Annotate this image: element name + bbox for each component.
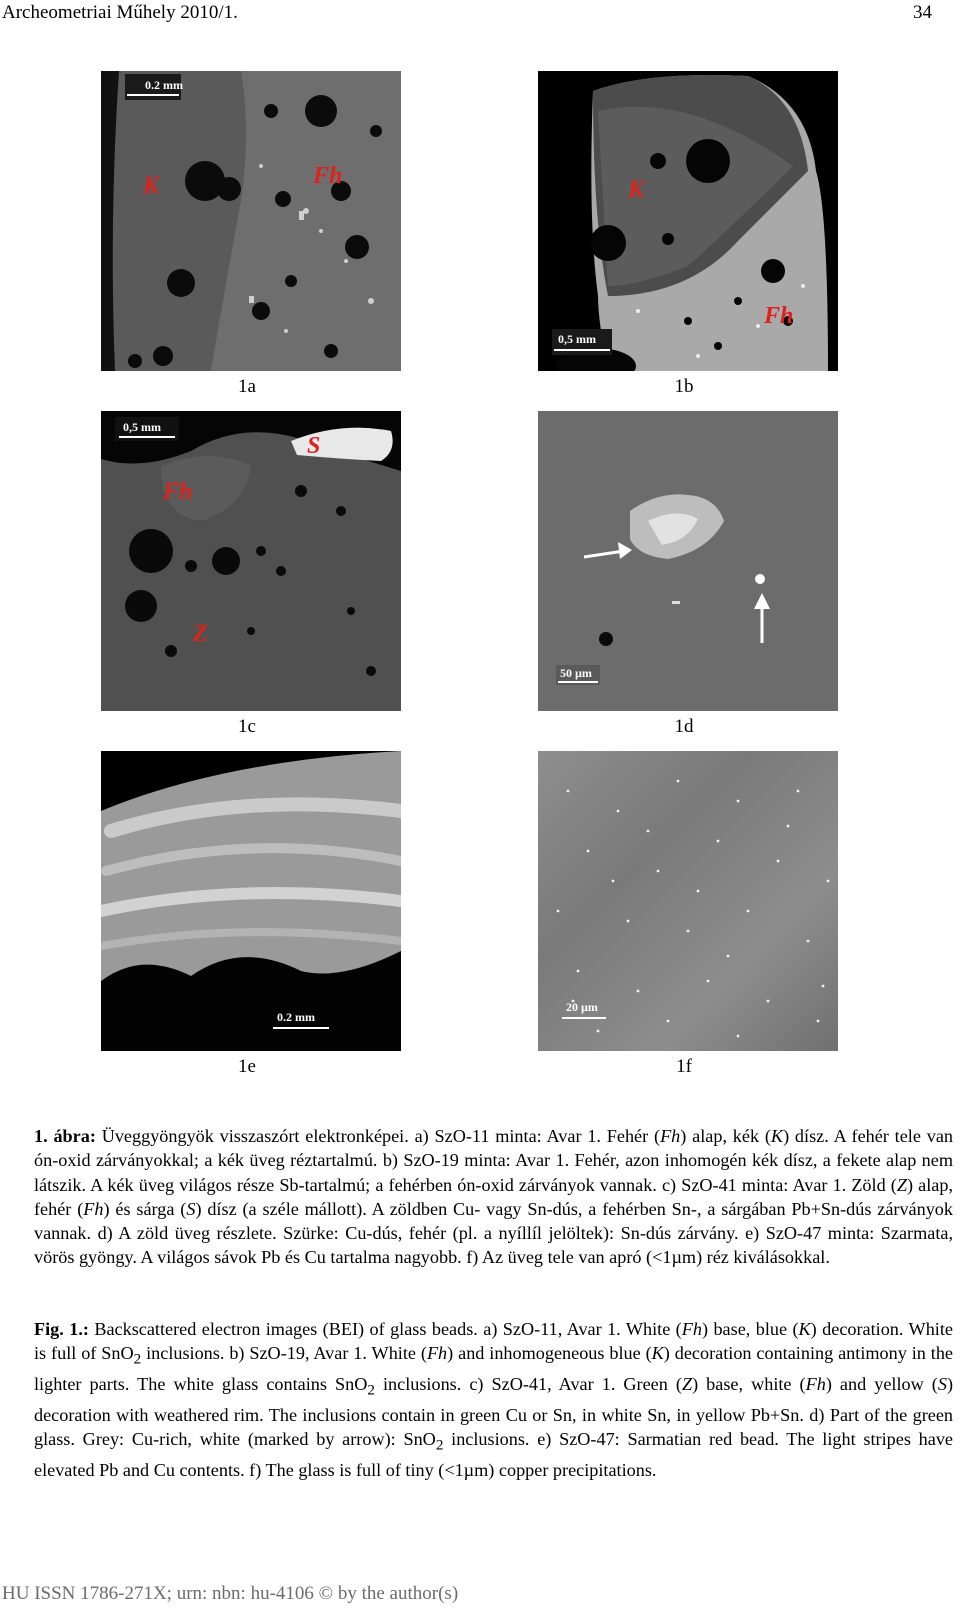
- scale-label: 0.2 mm: [277, 1010, 315, 1024]
- scale-bar: [273, 1027, 329, 1029]
- scale-label: 50 µm: [560, 666, 592, 680]
- scale-label: 0.2 mm: [145, 78, 183, 92]
- figure-panel-1c: [101, 411, 401, 711]
- marker-k: K: [628, 177, 645, 203]
- marker-fh: Fh: [313, 163, 343, 189]
- scale-label: 0,5 mm: [558, 332, 596, 346]
- scale-bar: [119, 436, 175, 438]
- page-number: 34: [913, 2, 932, 23]
- panel-label-1a: 1a: [238, 376, 256, 397]
- panel-label-1b: 1b: [674, 376, 694, 397]
- marker-z: Z: [193, 621, 208, 647]
- caption-label: Fig. 1.:: [34, 1319, 89, 1339]
- scale-bar: [127, 94, 179, 96]
- scale-bar: [554, 349, 610, 351]
- figure-caption-hungarian: 1. ábra: Üveggyöngyök visszaszórt elektronképei. a) SzO-11 minta: Avar 1. Fehér (Fh) alap, kék (K) dísz. A fehér tele van ón-oxid zárványokkal; a kék üveg réztartalmú. b) SzO-19 minta: Avar 1. Fehér, azon inhomogén kék dísz, a fekete alap nem látszik. A kék üveg világos része Sb-tartalmú; a fehérben ón-oxid zárványok vannak. c) SzO-41 minta: Avar 1. Zöld (Z) alap, fehér (Fh) és sárga (S) dísz (a széle mállott). A zöldben Cu- vagy Sn-dús, a fehérben Sn-, a sárgában Pb+Sn-dús zárványok vannak. d) A zöld üveg részlete. Szürke: Cu-dús, fehér (pl. a nyíllíl jelöltek): Sn-dús zárvány. e) SzO-47 minta: Szarmata, vörös gyöngy. A világos sávok Pb és Cu tartalma nagyobb. f) Az üveg tele van apró (<1µm) réz kiválásokkal.: [34, 1126, 953, 1268]
- panel-label-1c: 1c: [238, 716, 256, 737]
- bse-image-1b: [538, 71, 838, 371]
- panel-label-1e: 1e: [238, 1056, 256, 1077]
- marker-k: K: [143, 173, 160, 199]
- bse-image-1f: [538, 751, 838, 1051]
- caption-label: 1. ábra:: [34, 1126, 96, 1146]
- figure-panel-1f: [538, 751, 838, 1051]
- marker-fh: Fh: [764, 303, 794, 329]
- scale-bar: [562, 1017, 606, 1019]
- panel-label-1f: 1f: [676, 1056, 692, 1077]
- figure-panel-1d: [538, 411, 838, 711]
- bse-image-1d: [538, 411, 838, 711]
- page-footer: HU ISSN 1786-271X; urn: nbn: hu-4106 © by the author(s): [2, 1583, 459, 1604]
- bse-image-1c: [101, 411, 401, 711]
- figure-panel-1e: [101, 751, 401, 1051]
- scale-bar: [558, 681, 598, 683]
- figure-panel-1a: [101, 71, 401, 371]
- bse-image-1a: [101, 71, 401, 371]
- marker-fh: Fh: [163, 479, 193, 505]
- figure-panel-1b: [538, 71, 838, 371]
- marker-s: S: [307, 433, 321, 459]
- bse-image-1e: [101, 751, 401, 1051]
- figure-caption-english: Fig. 1.: Backscattered electron images (BEI) of glass beads. a) SzO-11, Avar 1. White (Fh) base, blue (K) decoration. White is full of SnO$_2$ inclusions. b) SzO-19, Avar 1. White (Fh) and inhomogeneous blue (K) decoration containing antimony in the lighter parts. The white glass contains SnO$_2$ inclusions. c) SzO-41, Avar 1. Green (Z) base, white (Fh) and yellow (S) decoration with weathered rim. The inclusions contain in green Cu or Sn, in white Sn, in yellow Pb+Sn. d) Part of the green glass. Grey: Cu-rich, white (marked by arrow): SnO$_2$ inclusions. e) SzO-47: Sarmatian red bead. The light stripes have elevated Pb and Cu contents. f) The glass is full of tiny (<1µm) copper precipitations.: [34, 1319, 954, 1481]
- panel-label-1d: 1d: [674, 716, 694, 737]
- page-header: [0, 2, 960, 28]
- scale-label: 0,5 mm: [123, 420, 161, 434]
- scale-label: 20 µm: [566, 1000, 598, 1014]
- journal-title: Archeometriai Műhely 2010/1.: [2, 2, 238, 23]
